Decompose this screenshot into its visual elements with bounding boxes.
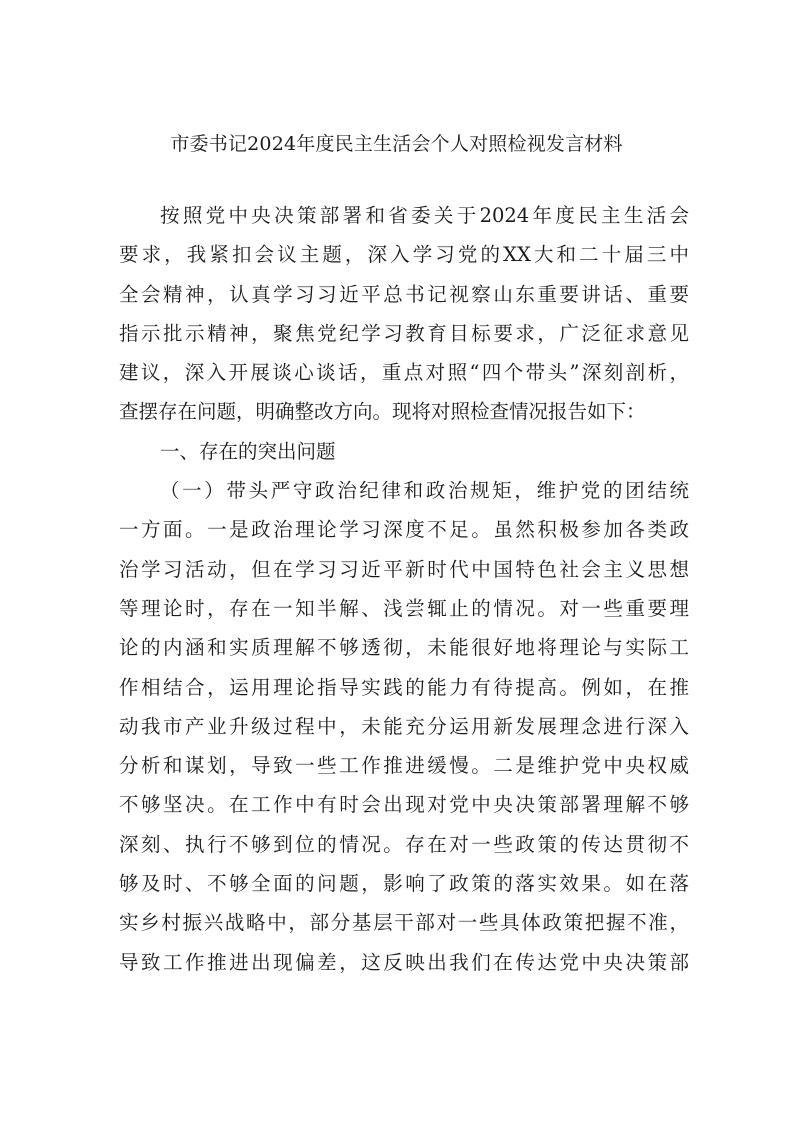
paragraph-line: 建议，深入开展谈心谈话，重点对照“四个带头”深刻剖析， (119, 361, 689, 385)
paragraph-line: 深刻、执行不够到位的情况。存在对一些政策的传达贯彻不 (119, 832, 689, 856)
paragraph-line: （一）带头严守政治纪律和政治规矩，维护党的团结统 (160, 479, 689, 503)
paragraph-line: 按照党中央决策部署和省委关于2024年度民主生活会 (160, 204, 689, 227)
paragraph-line: 作相结合，运用理论指导实践的能力有待提高。例如，在推 (119, 675, 689, 699)
document-title: 市委书记2024年度民主生活会个人对照检视发言材料 (170, 133, 623, 155)
paragraph-line: 查摆存在问题，明确整改方向。现将对照检查情况报告如下： (119, 400, 646, 424)
paragraph-line: 导致工作推进出现偏差，这反映出我们在传达党中央决策部 (119, 950, 689, 974)
paragraph-line: 分析和谋划，导致一些工作推进缓慢。二是维护党中央权威 (119, 754, 689, 778)
paragraph-line: 实乡村振兴战略中，部分基层干部对一些具体政策把握不准， (119, 911, 689, 935)
paragraph-line: 不够坚决。在工作中有时会出现对党中央决策部署理解不够 (119, 793, 689, 817)
document-body (119, 196, 689, 982)
paragraph-line: 动我市产业升级过程中，未能充分运用新发展理念进行深入 (119, 714, 689, 738)
paragraph-line: 要求，我紧扣会议主题，深入学习党的XX大和二十届三中 (119, 243, 689, 267)
paragraph-line: 治学习活动，但在学习习近平新时代中国特色社会主义思想 (119, 557, 689, 581)
paragraph-line: 论的内涵和实质理解不够透彻，未能很好地将理论与实际工 (119, 636, 689, 660)
paragraph-line: 指示批示精神，聚焦党纪学习教育目标要求，广泛征求意见 (119, 321, 689, 345)
paragraph-line: 一方面。一是政治理论学习深度不足。虽然积极参加各类政 (119, 518, 689, 542)
paragraph-line: 等理论时，存在一知半解、浅尝辄止的情况。对一些重要理 (119, 596, 689, 620)
paragraph-line: 够及时、不够全面的问题，影响了政策的落实效果。如在落 (119, 872, 689, 896)
paragraph-line: 全会精神，认真学习习近平总书记视察山东重要讲话、重要 (119, 282, 689, 306)
section-heading: 一、存在的突出问题 (160, 439, 336, 463)
